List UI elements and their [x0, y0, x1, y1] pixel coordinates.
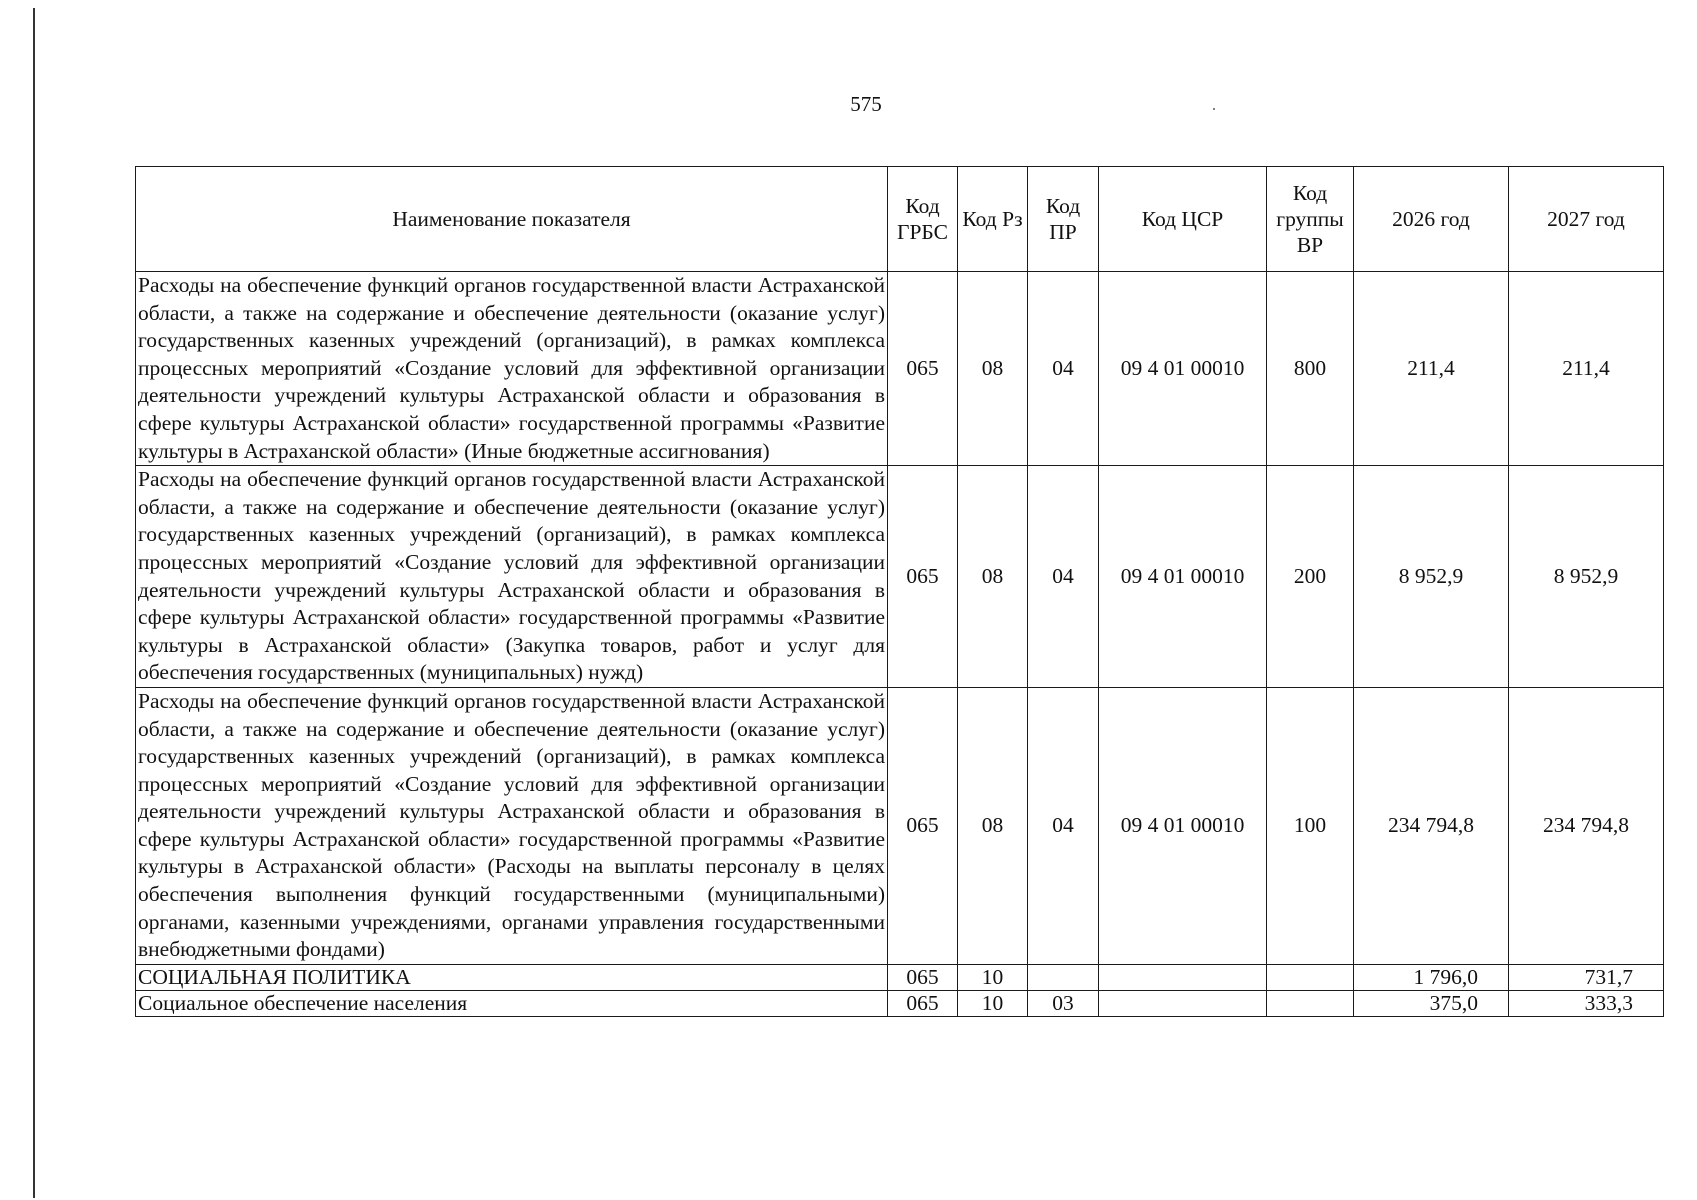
row-2026: 234 794,8: [1354, 687, 1509, 964]
row-grbs: 065: [888, 687, 958, 964]
row-grbs: 065: [888, 990, 958, 1016]
binding-margin-line: [33, 8, 35, 1198]
row-vr: [1267, 964, 1354, 990]
header-pr: Код ПР: [1028, 167, 1099, 272]
row-2026: 8 952,9: [1354, 466, 1509, 688]
row-pr: 04: [1028, 272, 1099, 466]
row-grbs: 065: [888, 964, 958, 990]
table-row: [136, 687, 1664, 964]
row-name: Расходы на обеспечение функций органов государственной власти Астраханской области, а также на содержание и обеспечение деятельности (оказание услуг) государственных казенных учреждений (организаций), в рамках комплекса процессных мероприятий «Создание условий для эффективной организации деятельности учреждений культуры Астраханской области и образования в сфере культуры Астраханской области» государственной программы «Развитие культуры в Астраханской области» (Закупка товаров, работ и услуг для обеспечения государственных (муниципальных) нужд): [136, 466, 888, 688]
table-row: [136, 990, 1664, 1016]
row-rz: 10: [958, 990, 1028, 1016]
row-vr: [1267, 990, 1354, 1016]
row-2026: 1 796,0: [1354, 964, 1509, 990]
row-pr: 03: [1028, 990, 1099, 1016]
row-name: Расходы на обеспечение функций органов государственной власти Астраханской области, а также на содержание и обеспечение деятельности (оказание услуг) государственных казенных учреждений (организаций), в рамках комплекса процессных мероприятий «Создание условий для эффективной организации деятельности учреждений культуры Астраханской области и образования в сфере культуры Астраханской области» государственной программы «Развитие культуры в Астраханской области» (Расходы на выплаты персоналу в целях обеспечения выполнения функций государственными (муниципальными) органами, казенными учреждениями, органами управления государственными внебюджетными фондами): [136, 687, 888, 964]
header-vr: Код группы ВР: [1267, 167, 1354, 272]
table-row: [136, 964, 1664, 990]
row-grbs: 065: [888, 272, 958, 466]
row-2027: 731,7: [1509, 964, 1664, 990]
header-2027: 2027 год: [1509, 167, 1664, 272]
row-csr: 09 4 01 00010: [1099, 272, 1267, 466]
row-rz: 08: [958, 687, 1028, 964]
row-csr: 09 4 01 00010: [1099, 466, 1267, 688]
row-rz: 08: [958, 466, 1028, 688]
row-rz: 10: [958, 964, 1028, 990]
row-name: СОЦИАЛЬНАЯ ПОЛИТИКА: [136, 964, 888, 990]
row-csr: [1099, 964, 1267, 990]
row-pr: 04: [1028, 466, 1099, 688]
row-vr: 200: [1267, 466, 1354, 688]
row-2026: 375,0: [1354, 990, 1509, 1016]
row-vr: 800: [1267, 272, 1354, 466]
row-csr: 09 4 01 00010: [1099, 687, 1267, 964]
row-pr: [1028, 964, 1099, 990]
row-pr: 04: [1028, 687, 1099, 964]
header-name: Наименование показателя: [136, 167, 888, 272]
header-rz: Код Рз: [958, 167, 1028, 272]
page-number: 575: [850, 92, 882, 116]
row-grbs: 065: [888, 466, 958, 688]
row-2027: 211,4: [1509, 272, 1664, 466]
scan-speck: [1213, 108, 1215, 110]
table-header-row: [136, 167, 1664, 272]
row-2027: 8 952,9: [1509, 466, 1664, 688]
header-2026: 2026 год: [1354, 167, 1509, 272]
row-2027: 234 794,8: [1509, 687, 1664, 964]
table-row: [136, 272, 1664, 466]
header-grbs: Код ГРБС: [888, 167, 958, 272]
header-csr: Код ЦСР: [1099, 167, 1267, 272]
row-2027: 333,3: [1509, 990, 1664, 1016]
budget-table: [135, 166, 1664, 1017]
row-name: Социальное обеспечение населения: [136, 990, 888, 1016]
table-row: [136, 466, 1664, 688]
row-name: Расходы на обеспечение функций органов государственной власти Астраханской области, а также на содержание и обеспечение деятельности (оказание услуг) государственных казенных учреждений (организаций), в рамках комплекса процессных мероприятий «Создание условий для эффективной организации деятельности учреждений культуры Астраханской области и образования в сфере культуры Астраханской области» государственной программы «Развитие культуры в Астраханской области» (Иные бюджетные ассигнования): [136, 272, 888, 466]
row-2026: 211,4: [1354, 272, 1509, 466]
row-vr: 100: [1267, 687, 1354, 964]
row-rz: 08: [958, 272, 1028, 466]
row-csr: [1099, 990, 1267, 1016]
